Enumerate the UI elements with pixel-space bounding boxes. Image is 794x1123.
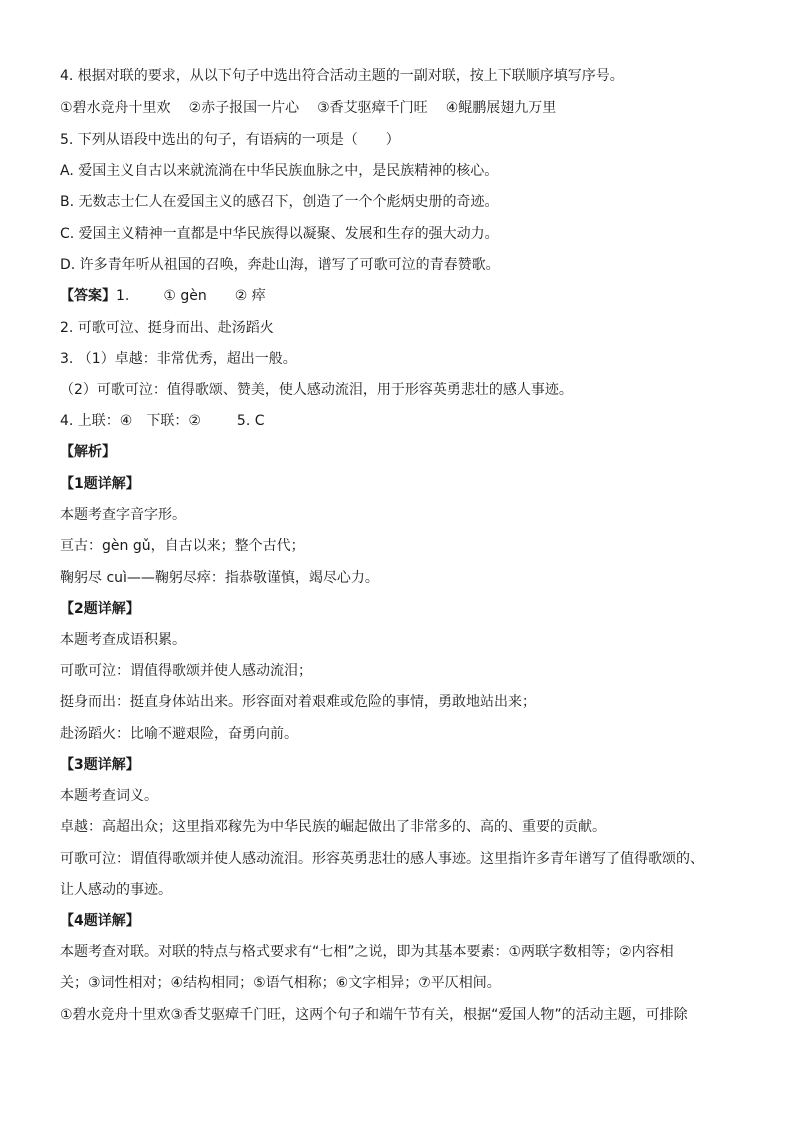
answer-2: 2. 可歌可泣、挺身而出、赴汤蹈火 [60, 320, 274, 336]
detail-2-line-3: 挺身而出：挺直身体站出来。形容面对着艰难或危险的事情，勇敢地站出来； [60, 694, 536, 710]
detail-1-line-2: 亘古：gèn gǔ，自古以来；整个古代； [60, 538, 305, 554]
detail-1-title: 【1题详解】 [60, 476, 140, 492]
answer-1-part-2: ② 瘁 [234, 288, 266, 304]
q5-choice-d: D. 许多青年听从祖国的召唤，奔赴山海，谱写了可歌可泣的青春赞歌。 [60, 257, 500, 273]
q4-option-3: ③香艾驱瘴千门旺 [317, 100, 428, 116]
answer-4-5 [60, 411, 750, 431]
detail-3-line-1: 本题考查词义。 [60, 788, 158, 804]
detail-1-line-3: 鞠躬尽 cuì——鞠躬尽瘁：指恭敬谨慎，竭尽心力。 [60, 570, 379, 586]
detail-3-line-2: 卓越：高超出众；这里指邓稼先为中华民族的崛起做出了非常多的、高的、重要的贡献。 [60, 819, 606, 835]
q5-choice-c: C. 爱国主义精神一直都是中华民族得以凝聚、发展和生存的强大动力。 [60, 226, 499, 242]
answer-line-1 [60, 286, 750, 306]
detail-2-line-2: 可歌可泣：谓值得歌颂并使人感动流泪； [60, 663, 312, 679]
detail-2-line-4: 赴汤蹈火：比喻不避艰险，奋勇向前。 [60, 726, 298, 742]
detail-4-line-3: ①碧水竞舟十里欢③香艾驱瘴千门旺，这两个句子和端午节有关，根据“爱国人物”的活动主题，可排除 [60, 1007, 688, 1023]
analysis-label: 【解析】 [60, 444, 116, 460]
detail-3-line-4: 让人感动的事迹。 [60, 882, 172, 898]
answer-3-part-2: （2）可歌可泣：值得歌颂、赞美，使人感动流泪，用于形容英勇悲壮的感人事迹。 [60, 382, 573, 398]
q4-options [60, 98, 750, 118]
detail-1-line-1: 本题考查字音字形。 [60, 507, 186, 523]
detail-2-title: 【2题详解】 [60, 601, 140, 617]
q5-choice-a: A. 爱国主义自古以来就流淌在中华民族血脉之中，是民族精神的核心。 [60, 163, 499, 179]
detail-2-line-1: 本题考查成语积累。 [60, 632, 186, 648]
detail-4-line-2: 关；③词性相对；④结构相同；⑤语气相称；⑥文字相异；⑦平仄相间。 [60, 975, 501, 991]
answer-1-number: 1. [116, 288, 130, 304]
detail-3-title: 【3题详解】 [60, 757, 140, 773]
q4-option-4: ④鲲鹏展翅九万里 [445, 100, 557, 116]
answer-5: 5. C [236, 413, 265, 429]
answer-1-part-1: ① gèn [163, 288, 207, 304]
detail-4-line-1: 本题考查对联。对联的特点与格式要求有“七相”之说，即为其基本要素：①两联字数相等；②内容相 [60, 944, 674, 960]
answer-3-part-1: 3. （1）卓越：非常优秀，超出一般。 [60, 351, 297, 367]
answer-label: 【答案】 [60, 288, 116, 304]
q4-option-1: ①碧水竞舟十里欢 [60, 100, 171, 116]
q5-choice-b: B. 无数志士仁人在爱国主义的感召下，创造了一个个彪炳史册的奇迹。 [60, 194, 499, 210]
q5-prompt: 5. 下列从语段中选出的句子，有语病的一项是（ ） [60, 132, 400, 148]
q4-prompt: 4. 根据对联的要求，从以下句子中选出符合活动主题的一副对联，按上下联顺序填写序号。 [60, 68, 624, 84]
q4-option-2: ②赤子报国一片心 [188, 100, 300, 116]
answer-4: 4. 上联：④ 下联：② [60, 413, 201, 429]
detail-3-line-3: 可歌可泣：谓值得歌颂并使人感动流泪。形容英勇悲壮的感人事迹。这里指许多青年谱写了值得歌颂的、 [60, 851, 704, 867]
detail-4-title: 【4题详解】 [60, 913, 140, 929]
